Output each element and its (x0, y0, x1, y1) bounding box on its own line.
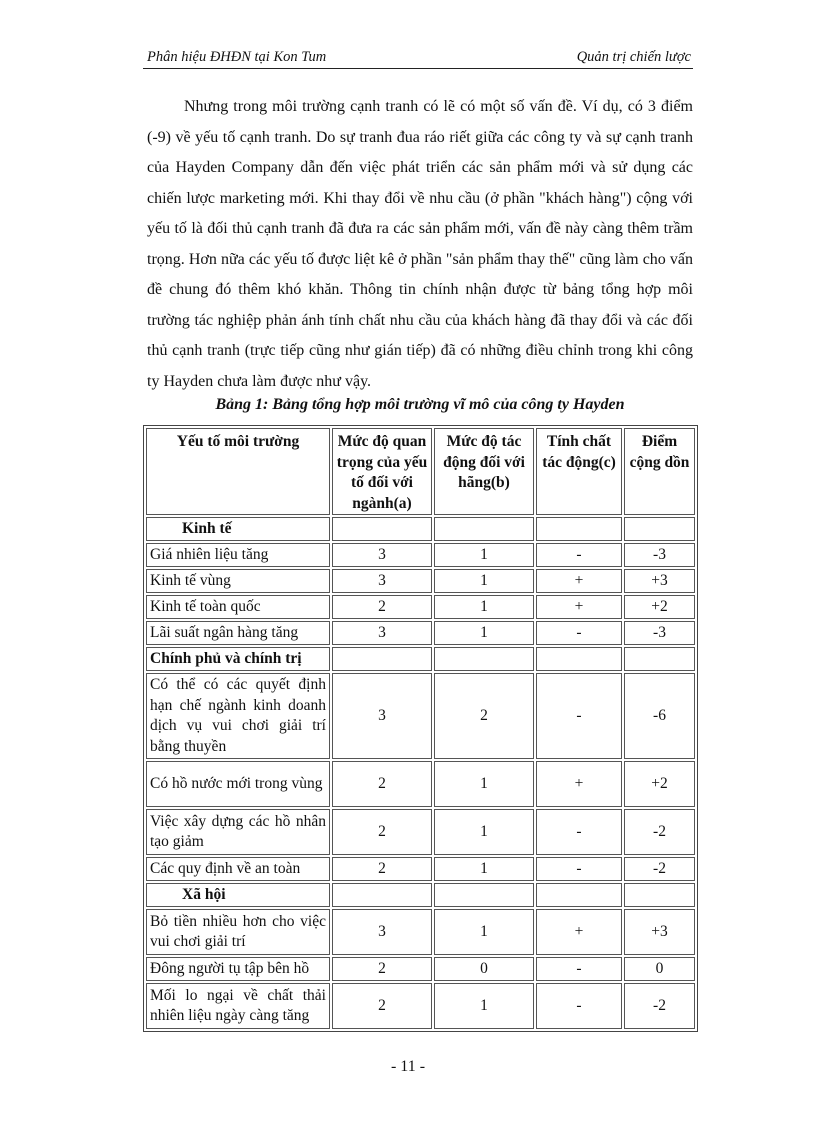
importance-cell: 3 (332, 673, 432, 759)
impact-cell: 1 (434, 983, 534, 1029)
nature-cell: - (536, 809, 622, 855)
score-cell: +2 (624, 595, 695, 619)
table-header-row (146, 428, 695, 515)
empty-cell (624, 883, 695, 907)
nature-cell: + (536, 761, 622, 807)
nature-cell: - (536, 673, 622, 759)
table-row (146, 983, 695, 1029)
importance-cell: 3 (332, 569, 432, 593)
impact-cell: 1 (434, 595, 534, 619)
body-paragraph: Nhưng trong môi trường cạnh tranh có lẽ có một số vấn đề. Ví dụ, có 3 điểm (-9) về yếu tố cạnh tranh. Do sự tranh đua ráo riết giữa các công ty và sự cạnh tranh của Hayden Company dẫn đến việc phát triển các sản phẩm mới và sử dụng các chiến lược marketing mới. Khi thay đổi về nhu cầu (ở phần "khách hàng") cộng với yếu tố là đối thủ cạnh tranh đã đưa ra các sản phẩm mới, vấn đề này càng thêm trầm trọng. Hơn nữa các yếu tố được liệt kê ở phần "sản phẩm thay thế" cũng làm cho vấn đề chung đó thêm khó khăn. Thông tin chính nhận được từ bảng tổng hợp môi trường tác nghiệp phản ánh tính chất nhu cầu của khách hàng đã thay đổi và các đối thủ cạnh tranh (trực tiếp cũng như gián tiếp) đã có những điều chỉnh trong khi công ty Hayden chưa làm được như vậy. (147, 98, 693, 390)
empty-cell (332, 517, 432, 541)
table-body (146, 517, 695, 1029)
group-label: Kinh tế (146, 517, 330, 541)
nature-cell: - (536, 983, 622, 1029)
importance-cell: 3 (332, 909, 432, 955)
nature-cell: - (536, 957, 622, 981)
impact-cell: 1 (434, 569, 534, 593)
table-group-row (146, 647, 695, 671)
environment-table (143, 425, 698, 1032)
nature-cell: + (536, 909, 622, 955)
factor-cell: Mối lo ngại về chất thải nhiên liệu ngày càng tăng (146, 983, 330, 1029)
empty-cell (536, 647, 622, 671)
factor-cell: Đông người tụ tập bên hồ (146, 957, 330, 981)
factor-cell: Kinh tế vùng (146, 569, 330, 593)
empty-cell (536, 883, 622, 907)
impact-cell: 1 (434, 621, 534, 645)
score-cell: -2 (624, 983, 695, 1029)
header-left: Phân hiệu ĐHĐN tại Kon Tum (147, 49, 327, 65)
impact-cell: 1 (434, 761, 534, 807)
col-header-impact: Mức độ tác động đối với hãng(b) (434, 428, 534, 515)
importance-cell: 2 (332, 761, 432, 807)
score-cell: -3 (624, 621, 695, 645)
col-header-nature: Tính chất tác động(c) (536, 428, 622, 515)
importance-cell: 3 (332, 543, 432, 567)
score-cell: +3 (624, 909, 695, 955)
page-header (143, 46, 693, 69)
factor-cell: Kinh tế toàn quốc (146, 595, 330, 619)
table-row (146, 569, 695, 593)
factor-cell: Việc xây dựng các hồ nhân tạo giảm (146, 809, 330, 855)
impact-cell: 2 (434, 673, 534, 759)
table-row (146, 673, 695, 759)
factor-cell: Giá nhiên liệu tăng (146, 543, 330, 567)
table-row (146, 909, 695, 955)
importance-cell: 2 (332, 983, 432, 1029)
importance-cell: 3 (332, 621, 432, 645)
table-row (146, 543, 695, 567)
empty-cell (434, 517, 534, 541)
score-cell: -2 (624, 809, 695, 855)
empty-cell (434, 883, 534, 907)
header-right: Quản trị chiến lược (576, 49, 691, 65)
nature-cell: - (536, 543, 622, 567)
empty-cell (434, 647, 534, 671)
importance-cell: 2 (332, 957, 432, 981)
empty-cell (536, 517, 622, 541)
nature-cell: - (536, 857, 622, 881)
group-label: Chính phủ và chính trị (146, 647, 330, 671)
score-cell: +2 (624, 761, 695, 807)
factor-cell: Các quy định về an toàn (146, 857, 330, 881)
impact-cell: 1 (434, 809, 534, 855)
nature-cell: + (536, 569, 622, 593)
col-header-score: Điểm cộng dồn (624, 428, 695, 515)
impact-cell: 1 (434, 857, 534, 881)
table-row (146, 595, 695, 619)
table-group-row (146, 883, 695, 907)
table-caption: Bảng 1: Bảng tổng hợp môi trường vĩ mô của công ty Hayden (215, 396, 625, 413)
score-cell: 0 (624, 957, 695, 981)
impact-cell: 0 (434, 957, 534, 981)
importance-cell: 2 (332, 595, 432, 619)
importance-cell: 2 (332, 857, 432, 881)
table-group-row (146, 517, 695, 541)
factor-cell: Lãi suất ngân hàng tăng (146, 621, 330, 645)
score-cell: +3 (624, 569, 695, 593)
score-cell: -2 (624, 857, 695, 881)
table-row (146, 857, 695, 881)
nature-cell: - (536, 621, 622, 645)
table-row (146, 957, 695, 981)
score-cell: -3 (624, 543, 695, 567)
importance-cell: 2 (332, 809, 432, 855)
factor-cell: Có thể có các quyết định hạn chế ngành kinh doanh dịch vụ vui chơi giải trí bằng thuyền (146, 673, 330, 759)
impact-cell: 1 (434, 543, 534, 567)
score-cell: -6 (624, 673, 695, 759)
impact-cell: 1 (434, 909, 534, 955)
page-number: - 11 - (390, 1058, 426, 1075)
table-row (146, 809, 695, 855)
empty-cell (624, 647, 695, 671)
factor-cell: Có hồ nước mới trong vùng (146, 761, 330, 807)
col-header-importance: Mức độ quan trọng của yếu tố đối với ngành(a) (332, 428, 432, 515)
empty-cell (332, 883, 432, 907)
empty-cell (624, 517, 695, 541)
empty-cell (332, 647, 432, 671)
table-row (146, 761, 695, 807)
table-row (146, 621, 695, 645)
nature-cell: + (536, 595, 622, 619)
factor-cell: Bỏ tiền nhiều hơn cho việc vui chơi giải trí (146, 909, 330, 955)
col-header-factor: Yếu tố môi trường (146, 428, 330, 515)
group-label: Xã hội (146, 883, 330, 907)
